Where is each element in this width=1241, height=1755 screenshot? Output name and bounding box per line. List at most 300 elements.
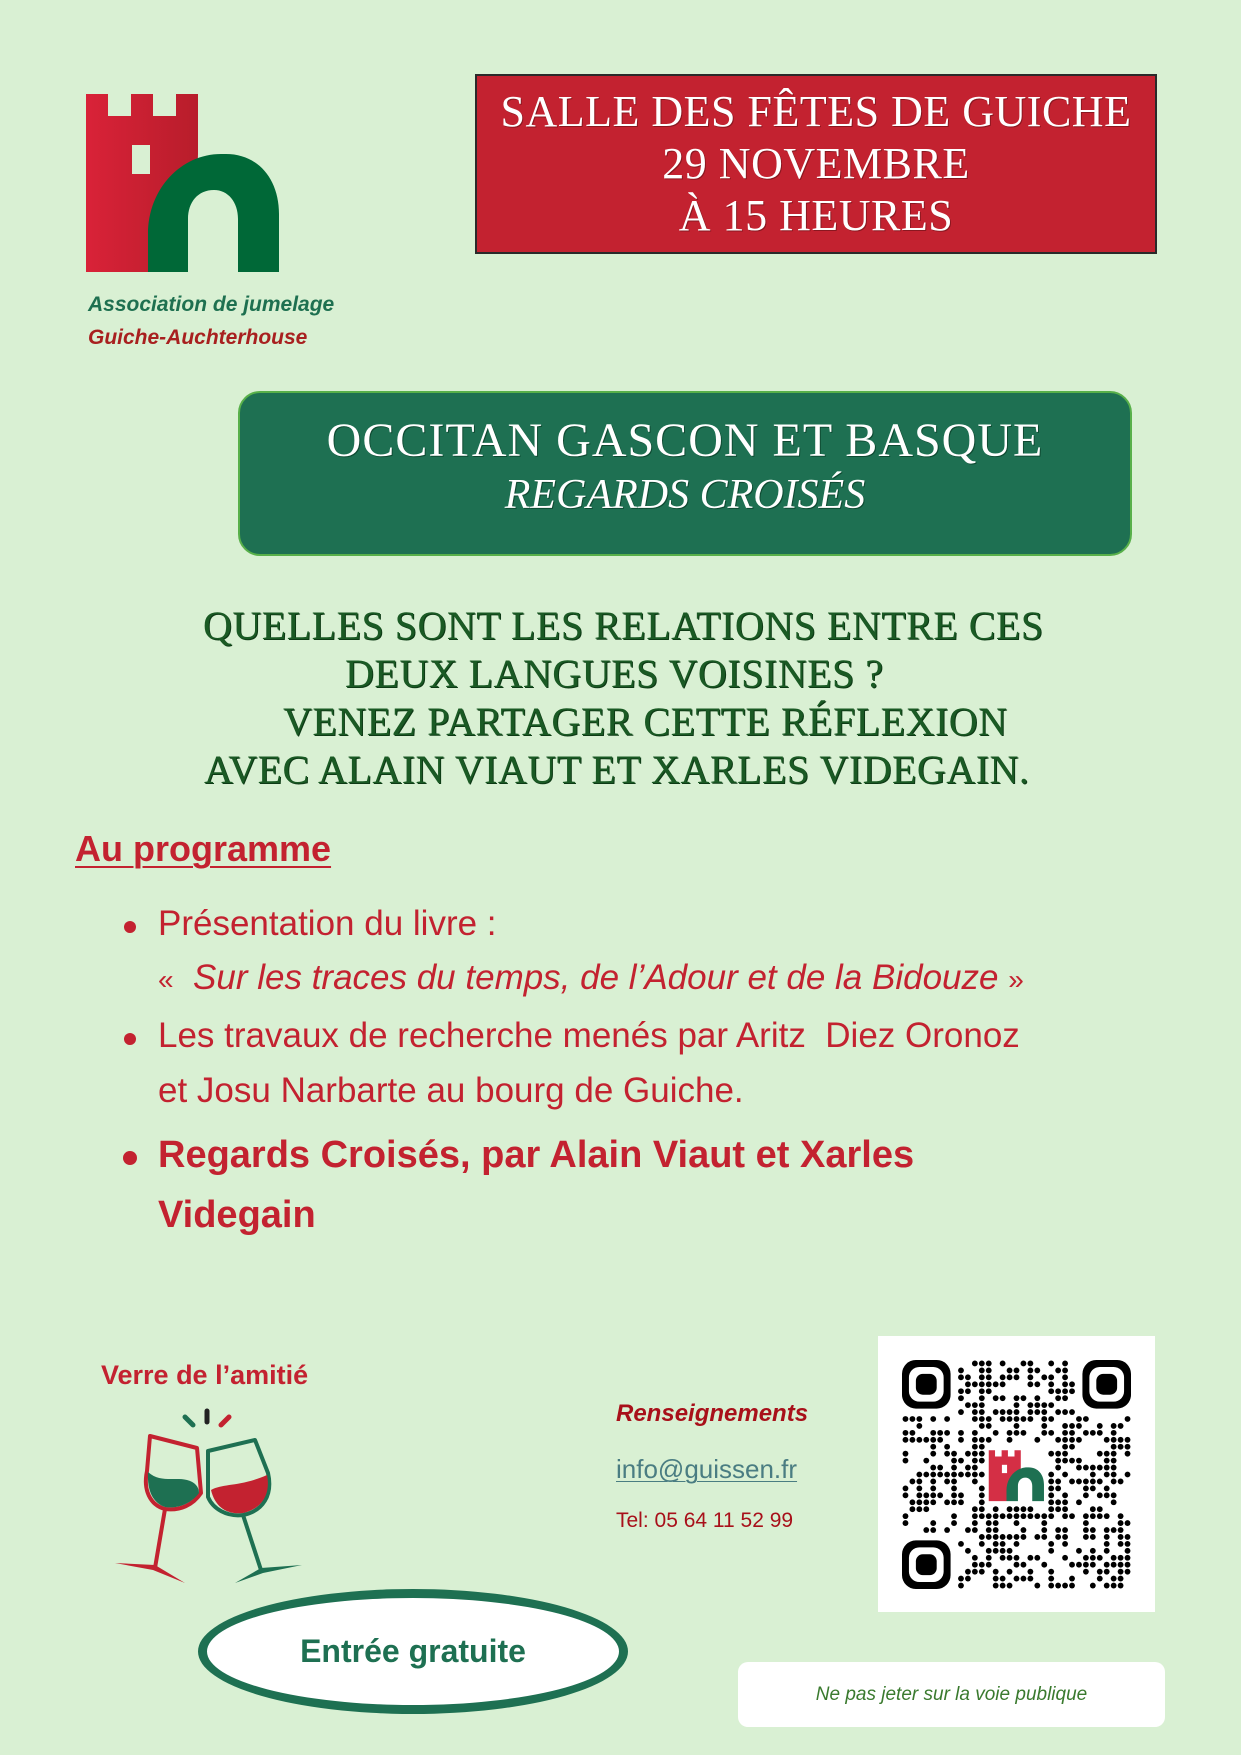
qr-module	[1097, 1506, 1103, 1512]
qr-module	[1021, 1527, 1027, 1533]
qr-module	[1014, 1562, 1020, 1568]
qr-module	[1118, 1437, 1124, 1443]
qr-module	[1000, 1583, 1006, 1589]
qr-module	[1111, 1576, 1117, 1582]
qr-module	[1062, 1527, 1068, 1533]
qr-module	[1069, 1458, 1075, 1464]
qr-module	[979, 1444, 985, 1450]
qr-module	[1007, 1437, 1013, 1443]
qr-module	[923, 1527, 929, 1533]
qr-module	[944, 1430, 950, 1436]
qr-module	[1111, 1562, 1117, 1568]
qr-module	[1083, 1534, 1089, 1540]
qr-module	[1014, 1367, 1020, 1373]
qr-module	[1097, 1451, 1103, 1457]
qr-module	[986, 1548, 992, 1554]
bullet-icon	[124, 921, 136, 933]
qr-module	[916, 1416, 922, 1422]
qr-module	[1076, 1548, 1082, 1554]
qr-module	[972, 1555, 978, 1561]
qr-module	[1090, 1534, 1096, 1540]
qr-module	[1062, 1444, 1068, 1450]
qr-module	[965, 1402, 971, 1408]
qr-module	[1014, 1506, 1020, 1512]
qr-module	[1034, 1513, 1040, 1519]
qr-module	[1048, 1569, 1054, 1575]
qr-module	[951, 1492, 957, 1498]
qr-module	[1041, 1430, 1047, 1436]
qr-module	[1014, 1402, 1020, 1408]
qr-module	[903, 1430, 909, 1436]
qr-module	[916, 1499, 922, 1505]
qr-module	[1111, 1423, 1117, 1429]
qr-module	[1000, 1534, 1006, 1540]
qr-module	[1027, 1381, 1033, 1387]
qr-module	[1014, 1430, 1020, 1436]
qr-module	[972, 1409, 978, 1415]
qr-module	[1048, 1499, 1054, 1505]
qr-module	[965, 1381, 971, 1387]
qr-module	[1125, 1451, 1131, 1457]
qr-module	[1014, 1555, 1020, 1561]
qr-module	[965, 1569, 971, 1575]
qr-module	[1007, 1555, 1013, 1561]
qr-module	[979, 1381, 985, 1387]
programme-item-1-book-title	[158, 958, 1024, 998]
qr-module	[993, 1513, 999, 1519]
qr-module	[1062, 1367, 1068, 1373]
qr-module	[1000, 1409, 1006, 1415]
qr-module	[1021, 1513, 1027, 1519]
qr-module	[1041, 1374, 1047, 1380]
qr-module	[958, 1576, 964, 1582]
qr-module	[1069, 1388, 1075, 1394]
qr-module	[972, 1361, 978, 1367]
qr-module	[903, 1437, 909, 1443]
qr-module	[1125, 1548, 1131, 1554]
qr-module	[903, 1416, 909, 1422]
qr-module	[986, 1381, 992, 1387]
qr-module	[944, 1527, 950, 1533]
qr-module	[993, 1541, 999, 1547]
qr-module	[1090, 1583, 1096, 1589]
qr-module	[993, 1520, 999, 1526]
qr-module	[1076, 1499, 1082, 1505]
qr-module	[1062, 1430, 1068, 1436]
qr-module	[909, 1479, 915, 1485]
qr-module	[972, 1513, 978, 1519]
qr-module	[1125, 1555, 1131, 1561]
qr-module	[951, 1485, 957, 1491]
qr-module	[1041, 1409, 1047, 1415]
qr-module	[1027, 1416, 1033, 1422]
qr-module	[979, 1374, 985, 1380]
qr-module	[1062, 1395, 1068, 1401]
qr-module	[979, 1569, 985, 1575]
qr-module	[1125, 1541, 1131, 1547]
qr-module	[1048, 1381, 1054, 1387]
free-entry-badge	[198, 1589, 628, 1714]
qr-module	[1076, 1465, 1082, 1471]
qr-module	[1118, 1479, 1124, 1485]
qr-module	[1076, 1423, 1082, 1429]
email-link[interactable]: info@guissen.fr	[616, 1454, 798, 1484]
programme-item-3-line2: Videgain	[158, 1194, 316, 1236]
qr-module	[1104, 1548, 1110, 1554]
qr-module	[1083, 1513, 1089, 1519]
qr-module	[1055, 1499, 1061, 1505]
qr-module	[1090, 1527, 1096, 1533]
qr-module	[1041, 1534, 1047, 1540]
qr-module	[986, 1527, 992, 1533]
qr-module	[1014, 1374, 1020, 1380]
qr-module	[1021, 1562, 1027, 1568]
qr-module	[1027, 1374, 1033, 1380]
qr-module	[979, 1513, 985, 1519]
qr-module	[916, 1506, 922, 1512]
qr-module	[1055, 1485, 1061, 1491]
qr-module	[1055, 1465, 1061, 1471]
qr-module	[993, 1381, 999, 1387]
qr-module	[923, 1472, 929, 1478]
qr-module	[965, 1451, 971, 1457]
qr-module	[1125, 1437, 1131, 1443]
qr-module	[1118, 1541, 1124, 1547]
qr-module	[958, 1395, 964, 1401]
qr-module	[979, 1562, 985, 1568]
qr-module	[1000, 1381, 1006, 1387]
venue-line: SALLE DES FÊTES DE GUICHE	[500, 87, 1132, 136]
qr-module	[944, 1451, 950, 1457]
qr-module	[1034, 1555, 1040, 1561]
qr-module	[1104, 1458, 1110, 1464]
qr-module	[965, 1527, 971, 1533]
qr-module	[1041, 1527, 1047, 1533]
question-line: QUELLES SONT LES RELATIONS ENTRE CES	[203, 603, 1044, 648]
qr-module	[1062, 1458, 1068, 1464]
qr-module	[930, 1527, 936, 1533]
qr-module	[1034, 1367, 1040, 1373]
qr-module	[1007, 1409, 1013, 1415]
qr-module	[1062, 1423, 1068, 1429]
qr-module	[958, 1499, 964, 1505]
programme-item-2-line1: Les travaux de recherche menés par Aritz Diez Oronoz	[158, 1016, 1020, 1055]
qr-module	[1118, 1527, 1124, 1533]
qr-module	[1007, 1430, 1013, 1436]
question-line: DEUX LANGUES VOISINES ?	[345, 651, 884, 696]
qr-module	[958, 1374, 964, 1380]
qr-module	[1125, 1472, 1131, 1478]
qr-module	[1062, 1583, 1068, 1589]
qr-module	[944, 1479, 950, 1485]
wine-glasses-toast-icon	[115, 1405, 305, 1585]
qr-module	[909, 1437, 915, 1443]
qr-module	[986, 1388, 992, 1394]
qr-module	[972, 1465, 978, 1471]
bullet-icon	[124, 1033, 136, 1045]
verre-label: Verre de l’amitié	[101, 1360, 309, 1390]
qr-module	[1027, 1409, 1033, 1415]
qr-module	[993, 1506, 999, 1512]
qr-module	[1083, 1520, 1089, 1526]
qr-module	[1034, 1409, 1040, 1415]
qr-module	[1007, 1548, 1013, 1554]
qr-module	[986, 1367, 992, 1373]
qr-module	[1090, 1430, 1096, 1436]
qr-module	[979, 1499, 985, 1505]
qr-module	[1090, 1548, 1096, 1554]
qr-module	[930, 1437, 936, 1443]
qr-module	[972, 1520, 978, 1526]
qr-module	[1097, 1430, 1103, 1436]
qr-module	[972, 1381, 978, 1387]
qr-module	[1104, 1437, 1110, 1443]
subtitle: REGARDS CROISÉS	[504, 472, 866, 518]
qr-module	[979, 1472, 985, 1478]
qr-module	[1007, 1569, 1013, 1575]
qr-module	[1111, 1583, 1117, 1589]
qr-module	[972, 1430, 978, 1436]
qr-module	[1000, 1548, 1006, 1554]
qr-module	[1083, 1527, 1089, 1533]
qr-module	[1007, 1374, 1013, 1380]
qr-module	[1104, 1465, 1110, 1471]
qr-module	[916, 1479, 922, 1485]
qr-module	[986, 1416, 992, 1422]
qr-module	[1118, 1555, 1124, 1561]
qr-module	[986, 1374, 992, 1380]
qr-module	[979, 1361, 985, 1367]
qr-module	[1041, 1416, 1047, 1422]
qr-module	[1125, 1534, 1131, 1540]
qr-module	[979, 1416, 985, 1422]
qr-module	[1021, 1506, 1027, 1512]
qr-module	[1069, 1583, 1075, 1589]
qr-module	[1111, 1527, 1117, 1533]
qr-module	[1111, 1444, 1117, 1450]
qr-module	[1048, 1388, 1054, 1394]
qr-module	[958, 1458, 964, 1464]
qr-module	[1055, 1527, 1061, 1533]
qr-module	[1062, 1374, 1068, 1380]
qr-module	[1048, 1430, 1054, 1436]
qr-module	[1034, 1381, 1040, 1387]
qr-module	[993, 1527, 999, 1533]
qr-module	[903, 1485, 909, 1491]
qr-module	[1048, 1541, 1054, 1547]
qr-module	[1034, 1583, 1040, 1589]
qr-module	[993, 1583, 999, 1589]
qr-module	[1027, 1569, 1033, 1575]
qr-module	[923, 1492, 929, 1498]
qr-module	[1062, 1451, 1068, 1457]
qr-module	[909, 1499, 915, 1505]
qr-module	[1048, 1451, 1054, 1457]
qr-module	[1118, 1444, 1124, 1450]
qr-module	[979, 1534, 985, 1540]
qr-module	[1097, 1576, 1103, 1582]
qr-code[interactable]	[878, 1336, 1155, 1612]
qr-module	[972, 1458, 978, 1464]
qr-module	[1014, 1395, 1020, 1401]
qr-module	[1083, 1555, 1089, 1561]
qr-module	[986, 1534, 992, 1540]
qr-module	[979, 1492, 985, 1498]
qr-module	[979, 1437, 985, 1443]
qr-module	[979, 1541, 985, 1547]
qr-module	[993, 1569, 999, 1575]
qr-module	[1041, 1423, 1047, 1429]
qr-module	[1104, 1485, 1110, 1491]
qr-module	[1048, 1374, 1054, 1380]
qr-module	[1027, 1513, 1033, 1519]
qr-module	[944, 1444, 950, 1450]
qr-module	[958, 1437, 964, 1443]
qr-module	[972, 1451, 978, 1457]
qr-module	[1027, 1402, 1033, 1408]
qr-module	[1104, 1513, 1110, 1519]
qr-module	[1083, 1416, 1089, 1422]
qr-module	[1055, 1437, 1061, 1443]
title-box	[238, 391, 1132, 556]
quote-close: »	[1008, 964, 1024, 995]
qr-module	[1090, 1485, 1096, 1491]
qr-module	[1118, 1520, 1124, 1526]
qr-module	[1027, 1506, 1033, 1512]
qr-module	[930, 1479, 936, 1485]
qr-module	[1007, 1534, 1013, 1540]
qr-module	[1083, 1465, 1089, 1471]
qr-module	[1014, 1576, 1020, 1582]
qr-module	[1062, 1555, 1068, 1561]
qr-module	[1034, 1534, 1040, 1540]
qr-module	[1041, 1402, 1047, 1408]
qr-module	[993, 1548, 999, 1554]
qr-module	[1125, 1569, 1131, 1575]
qr-module	[930, 1485, 936, 1491]
qr-module	[972, 1444, 978, 1450]
qr-module	[1048, 1576, 1054, 1582]
qr-module	[1027, 1576, 1033, 1582]
programme-item-2-line2: et Josu Narbarte au bourg de Guiche.	[158, 1071, 744, 1110]
qr-module	[1041, 1513, 1047, 1519]
qr-module	[1014, 1513, 1020, 1519]
qr-module	[1104, 1492, 1110, 1498]
qr-module	[1062, 1361, 1068, 1367]
qr-module	[986, 1562, 992, 1568]
qr-module	[1014, 1423, 1020, 1429]
qr-module	[1097, 1555, 1103, 1561]
qr-module	[916, 1437, 922, 1443]
qr-module	[1021, 1416, 1027, 1422]
qr-module	[979, 1388, 985, 1394]
qr-module	[1014, 1534, 1020, 1540]
qr-module	[930, 1499, 936, 1505]
qr-module	[1014, 1416, 1020, 1422]
qr-module	[1062, 1506, 1068, 1512]
qr-module	[1090, 1513, 1096, 1519]
qr-module	[1000, 1361, 1006, 1367]
qr-module	[993, 1576, 999, 1582]
qr-module	[1007, 1583, 1013, 1589]
qr-module	[986, 1361, 992, 1367]
qr-module	[958, 1492, 964, 1498]
qr-module	[979, 1485, 985, 1491]
qr-module	[930, 1465, 936, 1471]
tower-arch-logo-icon	[86, 94, 280, 272]
qr-module	[993, 1409, 999, 1415]
qr-module	[1076, 1458, 1082, 1464]
qr-module	[1062, 1381, 1068, 1387]
qr-module	[1034, 1402, 1040, 1408]
qr-module	[1118, 1576, 1124, 1582]
qr-module	[1055, 1583, 1061, 1589]
qr-module	[903, 1492, 909, 1498]
qr-module	[1007, 1513, 1013, 1519]
qr-module	[1000, 1576, 1006, 1582]
qr-module	[1111, 1472, 1117, 1478]
qr-module	[1111, 1499, 1117, 1505]
venue-date-box	[475, 74, 1157, 254]
programme-item-1-line1: Présentation du livre :	[158, 904, 497, 943]
qr-module	[903, 1520, 909, 1526]
qr-module	[1069, 1576, 1075, 1582]
time-line: À 15 HEURES	[678, 191, 954, 240]
qr-module	[993, 1395, 999, 1401]
qr-module	[1118, 1562, 1124, 1568]
qr-module	[1111, 1465, 1117, 1471]
qr-module	[1104, 1583, 1110, 1589]
qr-module	[951, 1479, 957, 1485]
qr-module	[1111, 1555, 1117, 1561]
qr-module	[930, 1472, 936, 1478]
qr-module	[1014, 1520, 1020, 1526]
qr-module	[965, 1374, 971, 1380]
qr-module	[1090, 1562, 1096, 1568]
qr-module	[930, 1430, 936, 1436]
qr-module	[965, 1472, 971, 1478]
qr-module	[972, 1402, 978, 1408]
qr-module	[979, 1458, 985, 1464]
qr-module	[1097, 1423, 1103, 1429]
qr-module	[1041, 1562, 1047, 1568]
info-heading: Renseignements	[616, 1400, 809, 1427]
qr-module	[1048, 1513, 1054, 1519]
qr-module	[1097, 1465, 1103, 1471]
qr-module	[923, 1458, 929, 1464]
qr-module	[923, 1499, 929, 1505]
qr-module	[1118, 1569, 1124, 1575]
qr-module	[1111, 1451, 1117, 1457]
qr-module	[909, 1506, 915, 1512]
qr-module	[1021, 1534, 1027, 1540]
qr-module	[1048, 1492, 1054, 1498]
question-line: VENEZ PARTAGER CETTE RÉFLEXION	[283, 699, 1008, 744]
qr-module	[986, 1437, 992, 1443]
qr-module	[972, 1479, 978, 1485]
association-name-line1: Association de jumelage	[88, 293, 335, 316]
qr-module	[1062, 1541, 1068, 1547]
quote-open: «	[158, 964, 174, 995]
qr-module	[1118, 1583, 1124, 1589]
qr-module	[1062, 1534, 1068, 1540]
qr-module	[1111, 1479, 1117, 1485]
qr-module	[1021, 1576, 1027, 1582]
qr-module	[937, 1492, 943, 1498]
qr-module	[979, 1409, 985, 1415]
qr-module	[937, 1437, 943, 1443]
qr-module	[1069, 1437, 1075, 1443]
